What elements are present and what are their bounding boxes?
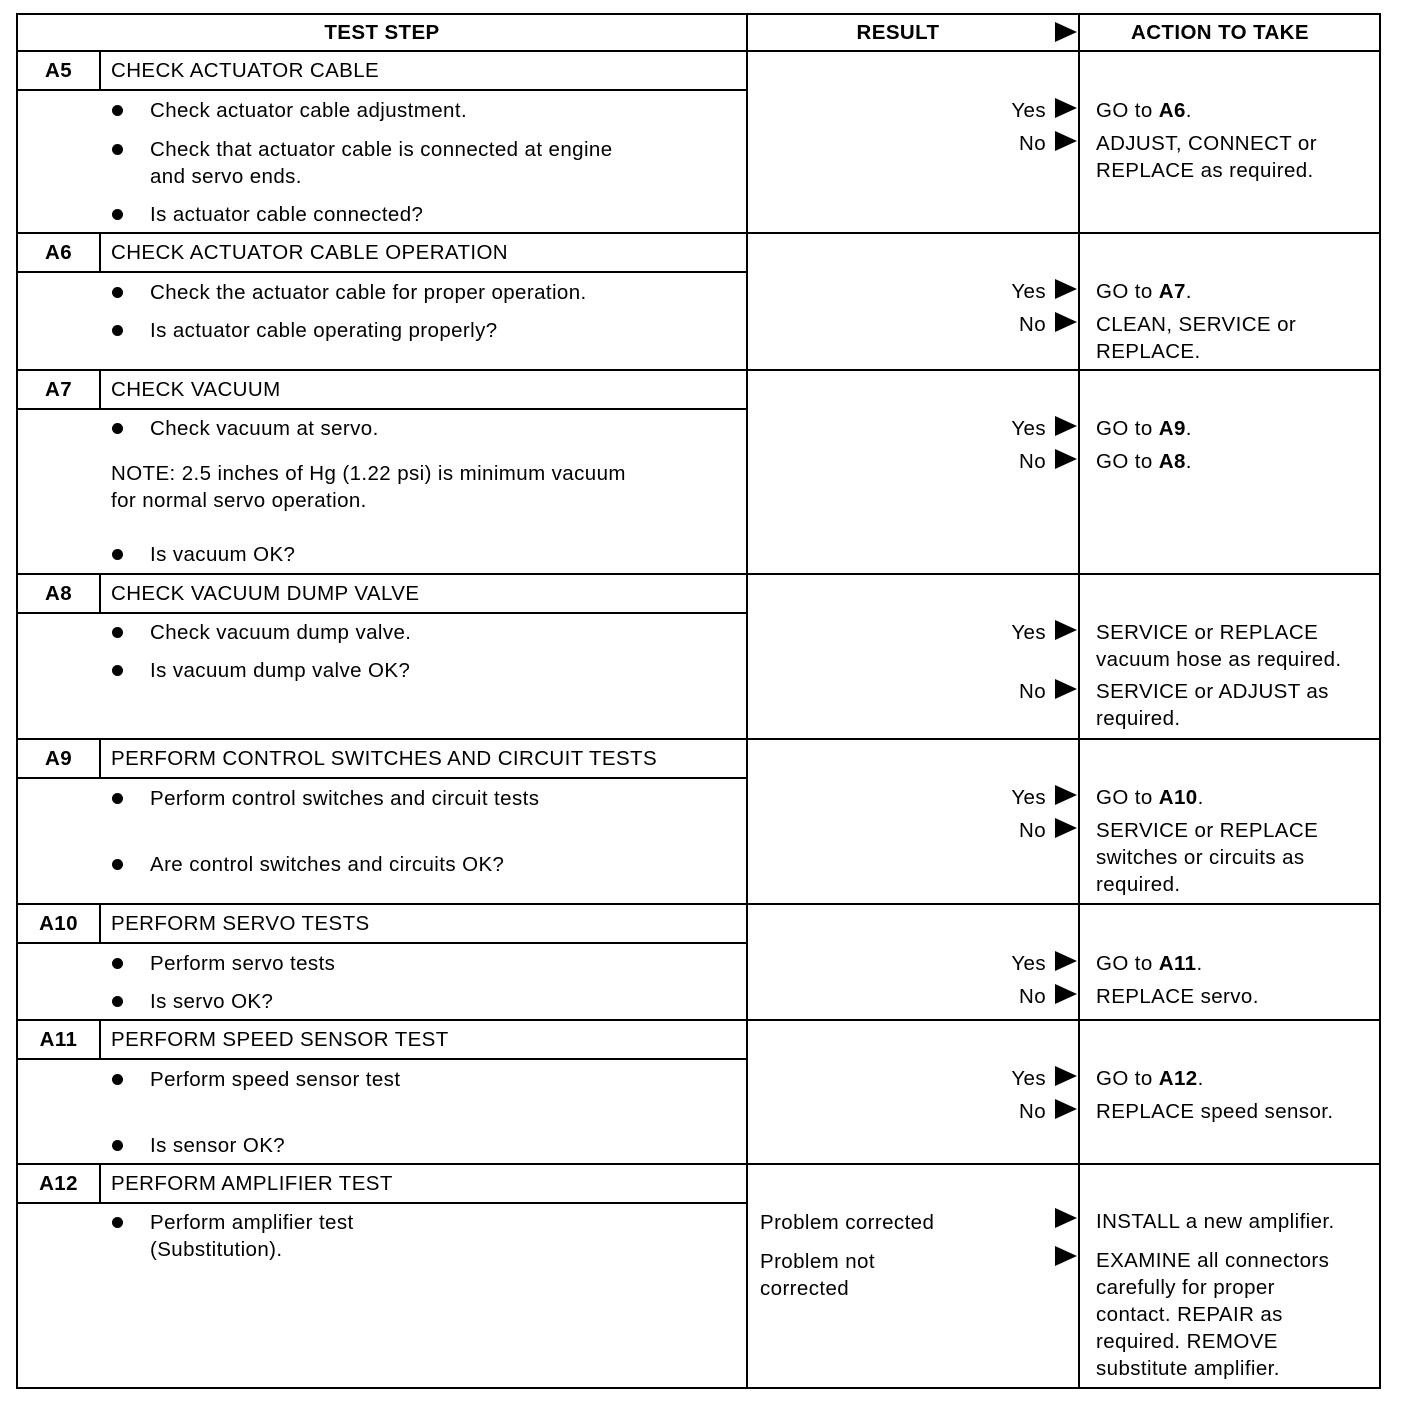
- action-label: REPLACE speed sensor.: [1096, 1100, 1334, 1123]
- table-border: [1379, 13, 1381, 1389]
- section-divider: [17, 573, 1380, 575]
- step-item: Is vacuum OK?: [150, 543, 296, 566]
- action-text: [1096, 415, 1192, 442]
- title-divider: [17, 1202, 747, 1204]
- arrow-icon: [1055, 785, 1077, 805]
- step-item: Perform servo tests: [150, 952, 336, 975]
- action-label: SERVICE or REPLACE switches or circuits as required.: [1096, 819, 1319, 896]
- step-title: CHECK ACTUATOR CABLE OPERATION: [111, 241, 509, 264]
- step-item: Perform control switches and circuit tests: [150, 787, 540, 810]
- bullet-icon: [112, 665, 123, 676]
- action-step-ref: A8: [1158, 450, 1186, 473]
- result-no: No: [1018, 819, 1046, 842]
- action-label: GO to: [1096, 280, 1159, 303]
- result-yes: Yes: [1011, 280, 1046, 303]
- bullet-icon: [112, 105, 123, 116]
- bullet-icon: [112, 958, 123, 969]
- action-text: [1096, 130, 1317, 184]
- step-title: PERFORM CONTROL SWITCHES AND CIRCUIT TESTS: [111, 747, 658, 770]
- action-text: [1096, 1208, 1335, 1235]
- result-label: Problem not corrected: [760, 1250, 875, 1300]
- step-id: A9: [44, 747, 72, 770]
- result-no: No: [1018, 450, 1046, 473]
- arrow-icon: [1055, 1099, 1077, 1119]
- step-item: Check vacuum dump valve.: [150, 621, 412, 644]
- table-border: [17, 13, 1380, 15]
- action-label: GO to: [1096, 417, 1159, 440]
- step-item: Check that actuator cable is connected at engine and servo ends.: [150, 138, 613, 188]
- section-divider: [17, 232, 1380, 234]
- header-divider: [17, 50, 1380, 52]
- arrow-icon: [1055, 98, 1077, 118]
- action-text: [1096, 448, 1192, 475]
- bullet-icon: [112, 627, 123, 638]
- action-label: GO to: [1096, 786, 1159, 809]
- step-id: A11: [39, 1028, 78, 1051]
- arrow-icon: [1055, 1208, 1077, 1228]
- arrow-icon: [1055, 620, 1077, 640]
- step-item: Is actuator cable connected?: [150, 203, 424, 226]
- result-no: No: [1018, 680, 1046, 703]
- action-suffix: .: [1185, 280, 1192, 303]
- action-suffix: .: [1185, 450, 1192, 473]
- action-step-ref: A10: [1158, 786, 1198, 809]
- arrow-icon: [1055, 679, 1077, 699]
- action-text: [1096, 1065, 1204, 1092]
- bullet-icon: [112, 996, 123, 1007]
- action-text: [1096, 1247, 1329, 1382]
- title-divider: [17, 89, 747, 91]
- result-yes: Yes: [1011, 952, 1046, 975]
- action-text: [1096, 97, 1192, 124]
- bullet-icon: [112, 287, 123, 298]
- table-border: [17, 1387, 1380, 1389]
- title-divider: [17, 1058, 747, 1060]
- title-divider: [17, 942, 747, 944]
- title-divider: [17, 408, 747, 410]
- result-yes: Yes: [1011, 621, 1046, 644]
- step-title: CHECK VACUUM DUMP VALVE: [111, 582, 420, 605]
- step-item: Is sensor OK?: [150, 1134, 286, 1157]
- column-divider: [1078, 13, 1080, 1389]
- action-label: GO to: [1096, 952, 1159, 975]
- bullet-icon: [112, 1074, 123, 1085]
- action-label: ADJUST, CONNECT or REPLACE as required.: [1096, 132, 1317, 182]
- action-label: INSTALL a new amplifier.: [1096, 1210, 1335, 1233]
- step-title: CHECK ACTUATOR CABLE: [111, 59, 380, 82]
- action-text: [1096, 278, 1192, 305]
- result-yes: Yes: [1011, 417, 1046, 440]
- arrow-icon: [1055, 22, 1077, 42]
- arrow-icon: [1055, 1246, 1077, 1266]
- action-suffix: .: [1196, 952, 1203, 975]
- section-divider: [17, 1019, 1380, 1021]
- action-text: [1096, 784, 1204, 811]
- step-id: A8: [44, 582, 72, 605]
- action-text: [1096, 983, 1259, 1010]
- arrow-icon: [1055, 984, 1077, 1004]
- action-text: [1096, 950, 1203, 977]
- step-item: Check vacuum at servo.: [150, 417, 379, 440]
- bullet-icon: [112, 144, 123, 155]
- arrow-icon: [1055, 416, 1077, 436]
- step-item: Check the actuator cable for proper operation.: [150, 281, 587, 304]
- header-test-step: TEST STEP: [324, 21, 440, 44]
- section-divider: [17, 903, 1380, 905]
- action-label: GO to: [1096, 1067, 1159, 1090]
- step-id: A7: [44, 378, 72, 401]
- step-id: A10: [39, 912, 78, 935]
- action-text: [1096, 817, 1318, 898]
- arrow-icon: [1055, 951, 1077, 971]
- step-item: Are control switches and circuits OK?: [150, 853, 505, 876]
- step-item: Is actuator cable operating properly?: [150, 319, 498, 342]
- bullet-icon: [112, 209, 123, 220]
- result-yes: Yes: [1011, 99, 1046, 122]
- result-no: No: [1018, 985, 1046, 1008]
- result-no: No: [1018, 132, 1046, 155]
- action-suffix: .: [1197, 1067, 1204, 1090]
- action-label: GO to: [1096, 450, 1159, 473]
- step-id: A5: [44, 59, 72, 82]
- step-title: PERFORM AMPLIFIER TEST: [111, 1172, 393, 1195]
- header-action: ACTION TO TAKE: [1131, 21, 1309, 44]
- action-label: SERVICE or REPLACE vacuum hose as required.: [1096, 621, 1342, 671]
- step-item: Perform amplifier test (Substitution).: [150, 1211, 354, 1261]
- bullet-icon: [112, 325, 123, 336]
- action-text: [1096, 311, 1296, 365]
- result-no: No: [1018, 1100, 1046, 1123]
- result-label: Problem corrected: [760, 1211, 935, 1234]
- title-divider: [17, 777, 747, 779]
- action-step-ref: A11: [1158, 952, 1197, 975]
- arrow-icon: [1055, 818, 1077, 838]
- step-id: A6: [44, 241, 72, 264]
- result-no: No: [1018, 313, 1046, 336]
- bullet-icon: [112, 1140, 123, 1151]
- result-yes: Yes: [1011, 1067, 1046, 1090]
- bullet-icon: [112, 1217, 123, 1228]
- step-item: Is vacuum dump valve OK?: [150, 659, 411, 682]
- title-divider: [17, 612, 747, 614]
- step-item: Check actuator cable adjustment.: [150, 99, 468, 122]
- action-label: EXAMINE all connectors carefully for proper contact. REPAIR as required. REMOVE substitute amplifier.: [1096, 1249, 1330, 1380]
- action-step-ref: A9: [1158, 417, 1186, 440]
- action-label: SERVICE or ADJUST as required.: [1096, 680, 1329, 730]
- step-note: NOTE: 2.5 inches of Hg (1.22 psi) is minimum vacuum for normal servo operation.: [111, 462, 626, 512]
- section-divider: [17, 369, 1380, 371]
- action-text: [1096, 1098, 1333, 1125]
- action-suffix: .: [1197, 786, 1204, 809]
- action-text: [1096, 678, 1329, 732]
- action-step-ref: A6: [1158, 99, 1186, 122]
- action-suffix: .: [1185, 99, 1192, 122]
- bullet-icon: [112, 549, 123, 560]
- step-item: Perform speed sensor test: [150, 1068, 401, 1091]
- step-id: A12: [39, 1172, 78, 1195]
- step-item: Is servo OK?: [150, 990, 274, 1013]
- section-divider: [17, 738, 1380, 740]
- step-title: PERFORM SPEED SENSOR TEST: [111, 1028, 449, 1051]
- action-suffix: .: [1185, 417, 1192, 440]
- arrow-icon: [1055, 131, 1077, 151]
- arrow-icon: [1055, 312, 1077, 332]
- action-label: GO to: [1096, 99, 1159, 122]
- section-divider: [17, 1163, 1380, 1165]
- result-yes: Yes: [1011, 786, 1046, 809]
- column-divider: [746, 13, 748, 1389]
- bullet-icon: [112, 423, 123, 434]
- header-result: RESULT: [856, 21, 940, 44]
- arrow-icon: [1055, 279, 1077, 299]
- step-title: CHECK VACUUM: [111, 378, 281, 401]
- action-label: CLEAN, SERVICE or REPLACE.: [1096, 313, 1297, 363]
- action-label: REPLACE servo.: [1096, 985, 1259, 1008]
- action-text: [1096, 619, 1341, 673]
- action-step-ref: A12: [1158, 1067, 1198, 1090]
- action-step-ref: A7: [1158, 280, 1186, 303]
- arrow-icon: [1055, 449, 1077, 469]
- arrow-icon: [1055, 1066, 1077, 1086]
- step-title: PERFORM SERVO TESTS: [111, 912, 370, 935]
- bullet-icon: [112, 793, 123, 804]
- bullet-icon: [112, 859, 123, 870]
- title-divider: [17, 271, 747, 273]
